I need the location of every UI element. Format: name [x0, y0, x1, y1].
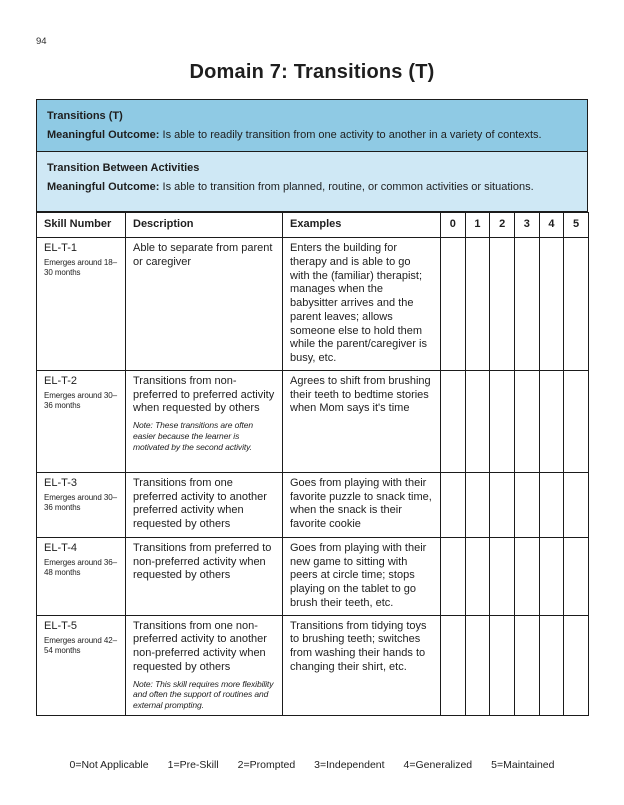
- score-cell: [465, 238, 490, 371]
- description-cell: [126, 370, 283, 472]
- column-header-score-1: 1: [465, 213, 490, 238]
- score-cell: [490, 472, 515, 537]
- section-header-box: [36, 152, 588, 212]
- domain-header-title: Transitions (T): [47, 110, 123, 122]
- score-cell: [441, 370, 466, 472]
- skill-number: EL-T-3: [44, 476, 78, 489]
- domain-outcome-line: [47, 126, 577, 145]
- scoring-legend: [0, 759, 624, 771]
- score-cell: [539, 615, 564, 716]
- score-cell: [514, 537, 539, 615]
- description-cell: [126, 238, 283, 371]
- skill-examples: Transitions from tidying toys to brushing teeth; switches from washing their hands to changing their shirt, etc.: [290, 619, 427, 673]
- examples-cell: [283, 238, 441, 371]
- skill-description: Transitions from one non-preferred activity to another non-preferred activity when requested by others: [133, 619, 267, 673]
- page-number: 94: [36, 36, 47, 47]
- emerges-label: Emerges around 30–36 months: [44, 390, 117, 411]
- score-cell: [465, 537, 490, 615]
- section-outcome-label: Meaningful Outcome:: [47, 181, 160, 193]
- skill-number-cell: [37, 238, 126, 371]
- description-cell: [126, 472, 283, 537]
- score-cell: [539, 370, 564, 472]
- score-cell: [564, 238, 589, 371]
- domain-outcome-text: Is able to readily transition from one activity to another in a variety of contexts.: [162, 129, 542, 141]
- score-cell: [490, 238, 515, 371]
- score-cell: [465, 370, 490, 472]
- skill-number: EL-T-1: [44, 242, 78, 254]
- score-cell: [490, 370, 515, 472]
- emerges-label: Emerges around 18–30 months: [44, 258, 117, 278]
- score-cell: [514, 615, 539, 716]
- score-cell: [490, 615, 515, 716]
- legend-item: 2=Prompted: [237, 759, 296, 771]
- column-header-examples: Examples: [283, 213, 441, 238]
- emerges-label: Emerges around 36–48 months: [44, 557, 117, 578]
- examples-cell: [283, 615, 441, 716]
- skill-examples: Goes from playing with their favorite puzzle to snack time, when the snack is their favorite cookie: [290, 476, 432, 530]
- legend-item: 4=Generalized: [403, 759, 473, 771]
- emerges-label: Emerges around 42–54 months: [44, 635, 117, 655]
- score-cell: [514, 238, 539, 371]
- domain-header-box: [36, 99, 588, 152]
- examples-cell: [283, 370, 441, 472]
- score-cell: [465, 615, 490, 716]
- skill-number: EL-T-4: [44, 541, 78, 554]
- score-cell: [564, 370, 589, 472]
- table-row: [37, 238, 589, 371]
- score-cell: [564, 615, 589, 716]
- skill-number-cell: [37, 537, 126, 615]
- page-title: Domain 7: Transitions (T): [189, 61, 435, 83]
- emerges-label: Emerges around 30–36 months: [44, 492, 117, 513]
- legend-item: 0=Not Applicable: [69, 759, 149, 771]
- column-header-skill-number: Skill Number: [37, 213, 126, 238]
- section-outcome-line: [47, 178, 577, 197]
- column-header-score-3: 3: [514, 213, 539, 238]
- description-cell: [126, 537, 283, 615]
- skill-description: Able to separate from parent or caregiver: [133, 242, 273, 268]
- column-header-score-2: 2: [490, 213, 515, 238]
- column-header-score-5: 5: [564, 213, 589, 238]
- description-cell: [126, 615, 283, 716]
- legend-item: 1=Pre-Skill: [167, 759, 219, 771]
- column-header-score-0: 0: [441, 213, 466, 238]
- score-cell: [441, 615, 466, 716]
- score-cell: [441, 238, 466, 371]
- examples-cell: [283, 472, 441, 537]
- score-cell: [539, 472, 564, 537]
- section-outcome-text: Is able to transition from planned, routine, or common activities or situations.: [162, 181, 534, 193]
- assessment-sheet: [36, 99, 588, 716]
- skill-number: EL-T-2: [44, 374, 78, 387]
- score-cell: [564, 537, 589, 615]
- skill-description: Transitions from preferred to non-preferred activity when requested by others: [133, 541, 272, 582]
- skills-table: [36, 212, 589, 716]
- skill-number-cell: [37, 370, 126, 472]
- table-row: [37, 537, 589, 615]
- legend-item: 3=Independent: [314, 759, 385, 771]
- skill-examples: Goes from playing with their new game to sitting with peers at circle time; stops playing on the tablet to go brush their teeth, etc.: [290, 541, 427, 609]
- column-header-description: Description: [126, 213, 283, 238]
- score-cell: [539, 537, 564, 615]
- column-header-score-4: 4: [539, 213, 564, 238]
- skill-number-cell: [37, 615, 126, 716]
- skill-note: Note: This skill requires more flexibility and often the support of routines and external prompting.: [133, 678, 274, 711]
- score-cell: [465, 472, 490, 537]
- table-row: [37, 615, 589, 716]
- skill-description: Transitions from non-preferred to preferred activity when requested by others: [133, 374, 275, 415]
- skill-examples: Enters the building for therapy and is able to go with the (familiar) therapist; manages when the babysitter arrives and the parent leaves; allows someone else to hold them while the parent/caregiver is busy, etc.: [290, 242, 427, 364]
- section-header-title: Transition Between Activities: [47, 162, 200, 174]
- skills-table-body: [37, 238, 589, 716]
- table-row: [37, 472, 589, 537]
- score-cell: [564, 472, 589, 537]
- score-cell: [441, 472, 466, 537]
- score-cell: [490, 537, 515, 615]
- skill-note: Note: These transitions are often easier because the learner is motivated by the second activity.: [133, 420, 254, 452]
- legend-item: 5=Maintained: [491, 759, 555, 771]
- skill-number: EL-T-5: [44, 619, 78, 632]
- skill-description: Transitions from one preferred activity to another preferred activity when requested by others: [133, 476, 267, 530]
- score-cell: [441, 537, 466, 615]
- score-cell: [514, 472, 539, 537]
- skill-number-cell: [37, 472, 126, 537]
- score-cell: [539, 238, 564, 371]
- domain-outcome-label: Meaningful Outcome:: [47, 129, 160, 141]
- table-row: [37, 370, 589, 472]
- examples-cell: [283, 537, 441, 615]
- score-cell: [514, 370, 539, 472]
- table-header-row: [37, 213, 589, 238]
- skill-examples: Agrees to shift from brushing their teeth to bedtime stories when Mom says it's time: [290, 374, 431, 415]
